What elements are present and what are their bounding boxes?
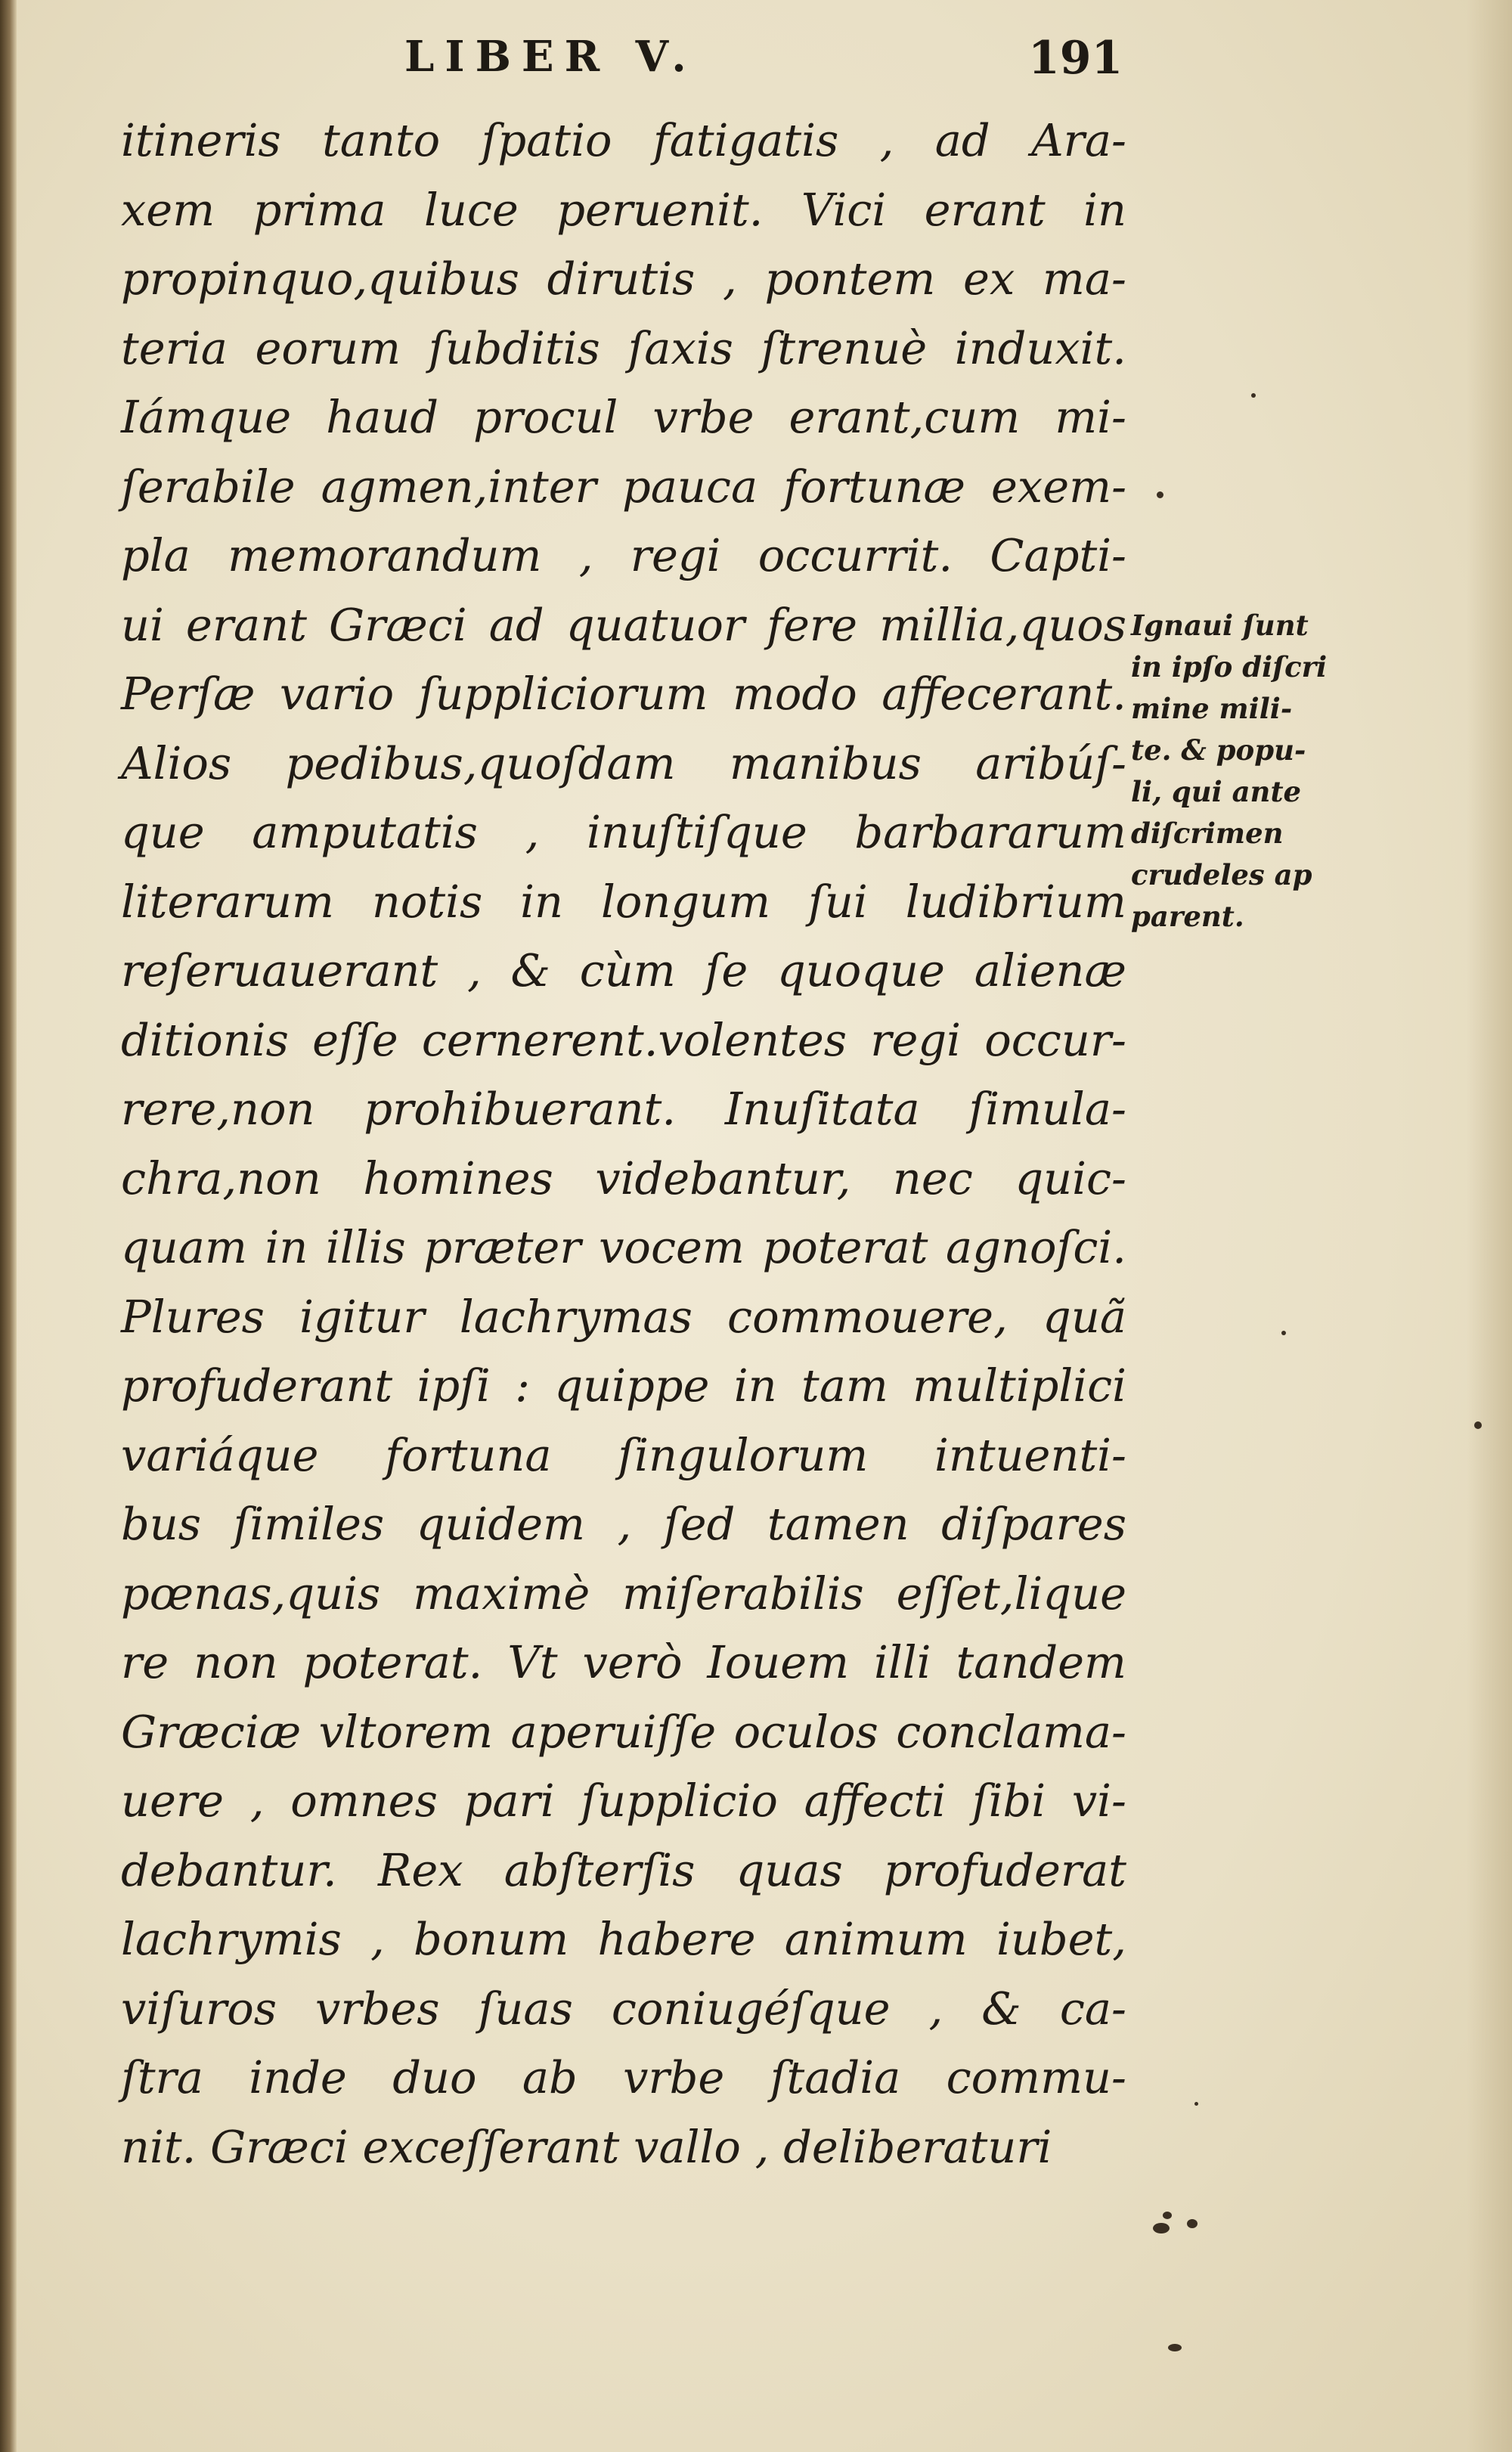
text-line: viſuros vrbes ſuas coniugéſque , & ca- — [121, 1982, 1126, 2035]
text-line: bus ſimiles quidem , ſed tamen diſpares — [121, 1498, 1126, 1550]
ink-speck — [1157, 491, 1163, 498]
text-line: reſeruauerant , & cùm ſe quoque alienæ — [121, 944, 1126, 997]
page-edge-shadow — [1467, 0, 1512, 2452]
marginal-note-line: diſcrimen — [1131, 817, 1284, 850]
ink-speck — [1251, 393, 1256, 398]
text-line: itineris tanto ſpatio fatigatis , ad Ara- — [121, 114, 1126, 166]
ink-speck — [1153, 2223, 1170, 2233]
text-line: lachrymis , bonum habere animum iubet, — [121, 1913, 1126, 1965]
text-line: variáque fortuna ſingulorum intuenti- — [121, 1428, 1126, 1481]
ink-speck — [1168, 2344, 1182, 2351]
text-line: literarum notis in longum ſui ludibrium — [121, 875, 1126, 928]
ink-speck — [1163, 2212, 1172, 2219]
text-line: xem prima luce peruenit. Vici erant in — [121, 183, 1126, 236]
text-line: ſerabile agmen,inter pauca fortunæ exem- — [121, 460, 1126, 513]
text-line: Iámque haud procul vrbe erant,cum mi- — [121, 391, 1126, 443]
text-line: propinquo,quibus dirutis , pontem ex ma- — [121, 253, 1126, 305]
marginal-note-line: li, qui ante — [1131, 775, 1302, 808]
text-line: pœnas,quis maximè miſerabilis eſſet,lique — [121, 1567, 1126, 1620]
marginal-note-line: mine mili- — [1131, 692, 1293, 725]
marginal-note-line: te. & popu- — [1131, 733, 1306, 767]
text-line: Perſæ vario ſuppliciorum modo affecerant. — [121, 668, 1126, 720]
text-line: profuderant ipſi : quippe in tam multiplici — [121, 1359, 1126, 1412]
page-header — [0, 32, 1512, 92]
text-line: que amputatis , inuſtiſque barbararum — [121, 806, 1126, 858]
text-line: quam in illis præter vocem poterat agnoſci. — [121, 1221, 1126, 1273]
text-line: uere , omnes pari ſupplicio affecti ſibi vi- — [121, 1775, 1126, 1827]
text-line: chra,non homines videbantur, nec quic- — [121, 1152, 1126, 1204]
marginal-note-line: parent. — [1131, 900, 1244, 933]
page-number: 191 — [1028, 32, 1123, 85]
text-line: Plures igitur lachrymas commouere, quã — [121, 1290, 1126, 1343]
text-line: ui erant Græci ad quatuor fere millia,quos — [121, 598, 1126, 651]
text-line: teria eorum ſubditis ſaxis ſtrenuè induxit. — [121, 321, 1126, 374]
marginal-note-line: in ipſo diſcri — [1131, 650, 1328, 684]
marginal-note-line: Ignaui ſunt — [1131, 609, 1309, 642]
main-text-block — [121, 106, 1126, 2181]
text-line: debantur. Rex abſterſis quas profuderat — [121, 1843, 1126, 1896]
text-line: pla memorandum , regi occurrit. Capti- — [121, 529, 1126, 581]
ink-speck — [1474, 1421, 1482, 1429]
text-line: re non poterat. Vt verò Iouem illi tandem — [121, 1636, 1126, 1688]
ink-speck — [1187, 2219, 1198, 2228]
text-line: ditionis eſſe cernerent.volentes regi occur- — [121, 1013, 1126, 1066]
ink-speck — [1281, 1331, 1286, 1335]
binding-gutter — [0, 0, 17, 2452]
text-line: Græciæ vltorem aperuiſſe oculos conclama- — [121, 1705, 1126, 1758]
text-line: ſtra inde duo ab vrbe ſtadia commu- — [121, 2051, 1126, 2103]
marginal-note-line: crudeles ap — [1131, 858, 1312, 891]
ink-speck — [1194, 2102, 1198, 2106]
text-line: rere,non prohibuerant. Inuſitata ſimula- — [121, 1083, 1126, 1135]
text-line: nit. Græci exceſſerant vallo , deliberaturi — [121, 2120, 1052, 2173]
text-line: Alios pedibus,quoſdam manibus aribúſ- — [121, 736, 1126, 789]
marginal-note — [1131, 605, 1358, 938]
running-head: LIBER V. — [404, 32, 697, 82]
